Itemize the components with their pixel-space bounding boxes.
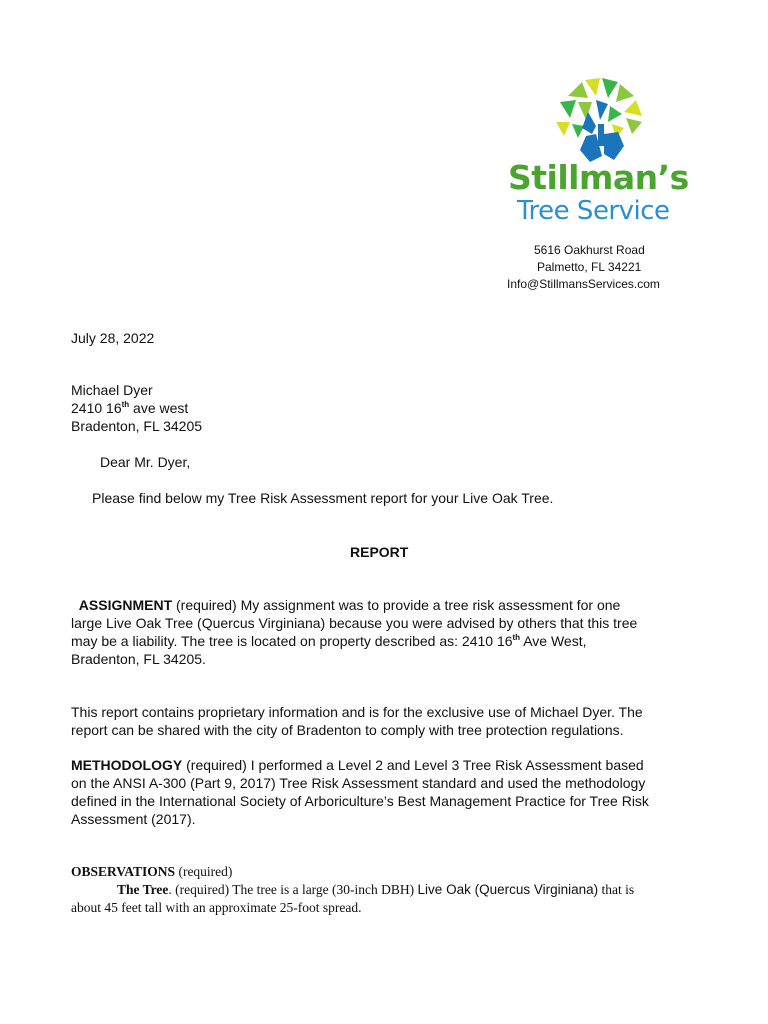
observations-paragraph: OBSERVATIONS (required) The Tree. (required) The tree is a large (30-inch DBH) Live Oak (Quercus Virginiana) that is about 45 feet tall with an approximate 25-foot spread. [71, 864, 635, 915]
company-logo [504, 76, 694, 234]
recipient-street: 2410 16th ave west [71, 400, 189, 416]
logo-company-subtitle: Tree Service [517, 196, 670, 226]
recipient-city: Bradenton, FL 34205 [71, 418, 203, 434]
proprietary-paragraph: This report contains proprietary information and is for the exclusive use of Michael Dyer. The report can be shared with the city of Bradenton to comply with tree protection regulations. [71, 704, 643, 738]
the-tree-label: The Tree [117, 882, 169, 897]
recipient-name: Michael Dyer [71, 382, 153, 398]
assignment-paragraph: ASSIGNMENT (required) My assignment was to provide a tree risk assessment for one large Live Oak Tree (Quercus Virginiana) because you were advised by others that this tree may be a liability. The tree is located on property described as: 2410 16th Ave West, Bradenton, FL 34205. [71, 597, 638, 667]
tree-logo-icon [552, 76, 648, 166]
report-heading: REPORT [350, 544, 409, 560]
logo-company-name: Stillman’s [508, 158, 689, 197]
salutation: Dear Mr. Dyer, [100, 454, 191, 470]
company-address-line1: 5616 Oakhurst Road [534, 243, 645, 257]
company-address-line2: Palmetto, FL 34221 [537, 260, 642, 274]
intro-paragraph: Please find below my Tree Risk Assessment report for your Live Oak Tree. [92, 490, 554, 506]
company-email: Info@StillmansServices.com [507, 277, 660, 291]
methodology-label: METHODOLOGY [71, 757, 183, 773]
letter-date: July 28, 2022 [71, 330, 155, 346]
assignment-label: ASSIGNMENT [78, 597, 173, 613]
observations-label: OBSERVATIONS [71, 864, 176, 879]
methodology-paragraph: METHODOLOGY (required) I performed a Level 2 and Level 3 Tree Risk Assessment based on the ANSI A-300 (Part 9, 2017) Tree Risk Assessment standard and used the methodology defined in the International Society of Arboriculture’s Best Management Practice for Tree Risk Assessment (2017). [71, 757, 649, 827]
